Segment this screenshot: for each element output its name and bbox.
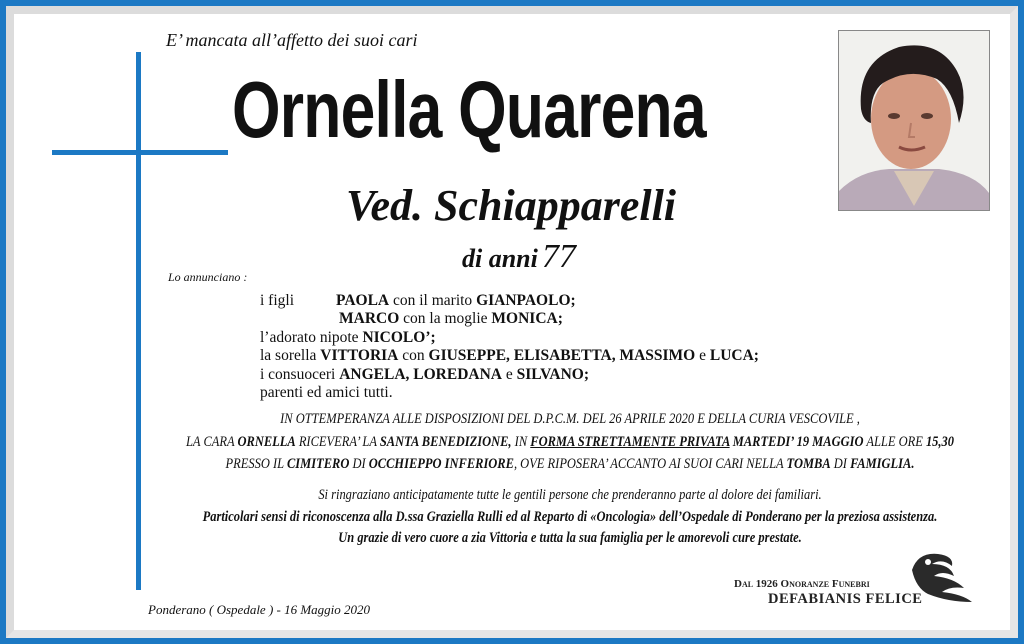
logo-name: DEFABIANIS FELICE	[768, 591, 923, 607]
deceased-name: Ornella Quarena	[232, 65, 706, 154]
notice-text: DI	[830, 456, 851, 472]
thanks-line-3: Un grazie di vero cuore a zia Vittoria e tutta la sua famiglia per le amorevoli cure prestate.	[338, 530, 802, 546]
notice-emphasis: OCCHIEPPO INFERIORE	[368, 456, 514, 472]
family-name: SILVANO;	[516, 365, 589, 383]
age-label: di anni	[462, 244, 538, 273]
intro-text: E’ mancata all’affetto dei suoi cari	[166, 30, 418, 50]
family-row-friends: parenti ed amici tutti.	[260, 384, 393, 402]
family-row-children-2	[260, 310, 759, 328]
family-row-in-laws	[260, 366, 759, 384]
age-value: 77	[541, 238, 576, 275]
thanks-block	[183, 485, 957, 550]
age-line	[462, 238, 576, 276]
family-connector: e	[695, 347, 710, 365]
notice-emphasis: TOMBA	[786, 456, 831, 472]
notice-emphasis: 15,30	[925, 433, 955, 450]
family-name: LUCA;	[709, 347, 759, 365]
notice-text: DI	[349, 456, 369, 472]
funeral-home-logo	[728, 548, 978, 610]
notice-emphasis: FORMA STRETTAMENTE PRIVATA	[530, 433, 730, 450]
notice-line-1: IN OTTEMPERANZA ALLE DISPOSIZIONI DEL D.P.C.M. DEL 26 APRILE 2020 E DELLA CURIA VESCOVILE ,	[280, 411, 860, 427]
widow-of-subtitle: Ved. Schiapparelli	[346, 181, 677, 230]
family-list	[260, 292, 759, 402]
family-name: MARCO	[339, 310, 400, 328]
family-row-prefix: i figli	[260, 292, 295, 309]
logo-tagline: Dal 1926 Onoranze Funebri	[734, 578, 870, 590]
family-row-sister	[260, 347, 759, 365]
funeral-notice	[183, 408, 957, 476]
family-connector: con	[398, 347, 429, 365]
family-row-grandchild	[260, 329, 759, 347]
family-name: VITTORIA	[320, 347, 399, 365]
family-name: GIUSEPPE, ELISABETTA, MASSIMO	[428, 347, 696, 365]
notice-emphasis: MARTEDI’ 19 MAGGIO	[729, 433, 864, 450]
thanks-line-1: Si ringraziano anticipatamente tutte le gentili persone che prenderanno parte al dolore dei familiari.	[318, 487, 822, 503]
notice-emphasis: SANTA BENEDIZIONE,	[379, 433, 512, 450]
family-name: NICOLO’;	[362, 328, 436, 346]
notice-emphasis: ORNELLA	[237, 433, 296, 450]
family-name: PAOLA	[336, 292, 390, 309]
family-name: MONICA	[491, 310, 558, 328]
place-date: Ponderano ( Ospedale ) - 16 Maggio 2020	[148, 602, 371, 617]
portrait-photo	[838, 30, 990, 211]
family-punct: ;	[557, 310, 563, 328]
family-name: ANGELA, LOREDANA	[339, 365, 502, 383]
notice-emphasis: CIMITERO	[286, 456, 350, 472]
notice-line-2	[183, 431, 957, 454]
notice-text: ALLE ORE	[863, 433, 926, 450]
notice-text: IN	[511, 433, 531, 450]
family-row-children-1	[260, 292, 759, 310]
family-row-prefix: la sorella	[260, 347, 321, 365]
notice-emphasis: FAMIGLIA.	[850, 456, 915, 472]
cross-horizontal-bar	[52, 150, 228, 155]
notice-text: PRESSO IL	[225, 456, 287, 472]
family-name: GIANPAOLO	[476, 292, 571, 309]
notice-line-3	[183, 453, 957, 476]
family-connector: con il marito	[389, 292, 477, 309]
family-connector: e	[501, 365, 517, 383]
portrait-image	[839, 31, 989, 210]
family-row-prefix: i consuoceri	[260, 365, 340, 383]
announce-label: Lo annunciano :	[168, 270, 248, 284]
family-connector: con la moglie	[399, 310, 492, 328]
family-row-prefix: l’adorato nipote	[260, 328, 363, 346]
notice-text: , OVE RIPOSERA’ ACCANTO AI SUOI CARI NELLA	[513, 456, 787, 472]
notice-text: RICEVERA’ LA	[295, 433, 380, 450]
thanks-line-2: Particolari sensi di riconoscenza alla D.ssa Graziella Rulli ed al Reparto di «Oncologia» dell’Ospedale di Ponderano per la preziosa assistenza.	[202, 508, 938, 525]
notice-text: LA CARA	[185, 433, 238, 450]
family-punct: ;	[570, 292, 576, 309]
cross-vertical-bar	[136, 52, 141, 590]
